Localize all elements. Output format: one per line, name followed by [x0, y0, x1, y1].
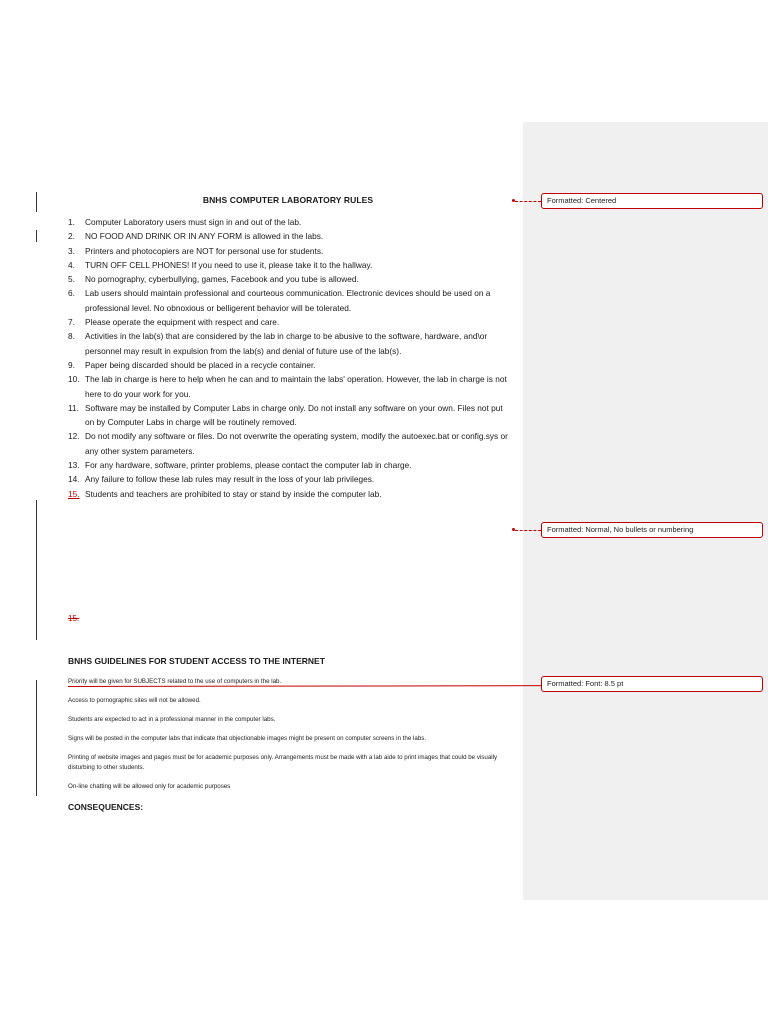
guideline-item: Signs will be posted in the computer labs that indicate that objectionable images might be present on computer screens in the labs. — [68, 735, 427, 742]
list-text: Please operate the equipment with respect and care. — [85, 317, 280, 328]
list-number: 11. — [68, 402, 79, 413]
internet-heading: BNHS GUIDELINES FOR STUDENT ACCESS TO THE INTERNET — [68, 656, 325, 666]
list-text: The lab in charge is here to help when he can and to maintain the labs' operation. However, the lab in charge is not here to do your work for you. — [85, 374, 507, 399]
list-text: NO FOOD AND DRINK OR IN ANY FORM is allowed in the labs. — [85, 231, 324, 242]
list-number: 7. — [68, 317, 75, 328]
consequences-heading: CONSEQUENCES: — [68, 802, 144, 812]
list-number: 9. — [68, 359, 75, 370]
list-item — [68, 458, 510, 472]
list-text: For any hardware, software, printer problems, please contact the computer lab in charge. — [85, 460, 412, 471]
list-item — [68, 372, 510, 401]
list-item — [68, 472, 510, 486]
list-item — [68, 487, 510, 501]
list-text: Paper being discarded should be placed in a recycle container. — [85, 359, 316, 370]
list-text: Computer Laboratory users must sign in and out of the lab. — [85, 217, 302, 227]
list-text: Printers and photocopiers are NOT for personal use for students. — [85, 245, 324, 256]
list-number: 15. — [68, 488, 80, 499]
list-text: Students and teachers are prohibited to stay or stand by inside the computer lab. — [85, 488, 382, 499]
list-number: 4. — [68, 259, 75, 270]
list-text: TURN OFF CELL PHONES! If you need to use it, please take it to the hallway. — [85, 259, 373, 270]
list-text: Activities in the lab(s) that are considered by the lab in charge to be abusive to the software, hardware, and\or personnel may result in expulsion from the lab(s) and denial of future use of the lab(s). — [85, 331, 488, 356]
list-text: No pornography, cyberbullying, games, Facebook and you tube is allowed. — [85, 274, 359, 285]
list-number: 8. — [68, 331, 75, 342]
document-title: BNHS COMPUTER LABORATORY RULES — [202, 195, 374, 205]
list-number: 1. — [68, 217, 75, 227]
list-number: 12. — [68, 431, 80, 442]
guideline-item: On-line chatting will be allowed only for academic purposes — [68, 783, 231, 790]
comment-balloon[interactable]: Formatted: Font: 8.5 pt — [541, 676, 763, 692]
list-item — [68, 286, 510, 315]
comment-leader-line — [515, 201, 541, 202]
guideline-item: Printing of website images and pages must be for academic purposes only. Arrangements must be made with a lab aide to print images that could be visually disturbing to other students. — [68, 754, 498, 771]
list-item — [68, 401, 510, 430]
guideline-item: Priority will be given for SUBJECTS related to the use of computers in the lab. — [68, 678, 282, 685]
list-text: Do not modify any software or files. Do not overwrite the operating system, modify the autoexec.bat or config.sys or any other system parameters. — [85, 431, 508, 456]
list-number: 10. — [68, 374, 80, 385]
list-text: Software may be installed by Computer Labs in charge only. Do not install any software on your own. Files not put on by Computer Labs in charge will be routinely removed. — [85, 402, 503, 428]
list-item — [68, 358, 510, 372]
markup-pane — [523, 122, 768, 900]
list-number: 5. — [68, 274, 75, 285]
comment-leader-line — [515, 530, 541, 531]
guideline-item: Access to pornographic sites will not be allowed. — [68, 697, 201, 704]
list-item — [68, 244, 510, 258]
list-text: Any failure to follow these lab rules may result in the loss of your lab privileges. — [85, 474, 375, 485]
list-text: Lab users should maintain professional and courteous communication. Electronic devices should be used on a professional level. No obnoxious or belligerent behavior will be tolerated. — [85, 288, 491, 313]
list-item — [68, 258, 510, 272]
list-item — [68, 229, 510, 243]
list-item — [68, 272, 510, 286]
change-bar — [36, 500, 37, 640]
list-item — [68, 215, 510, 229]
list-number: 3. — [68, 245, 75, 256]
comment-balloon[interactable]: Formatted: Centered — [541, 193, 763, 209]
list-number: 13. — [68, 460, 80, 471]
list-number: 14. — [68, 474, 80, 485]
comment-balloon[interactable]: Formatted: Normal, No bullets or numbering — [541, 522, 763, 538]
list-item — [68, 329, 510, 358]
deleted-list-number: 15. — [68, 614, 80, 623]
rules-list — [68, 215, 510, 501]
change-bar — [36, 230, 37, 242]
change-bar — [36, 192, 37, 212]
list-item — [68, 315, 510, 329]
change-bar — [36, 680, 37, 796]
list-number: 2. — [68, 231, 75, 242]
list-number: 6. — [68, 288, 75, 299]
guideline-item: Students are expected to act in a professional manner in the computer labs. — [68, 716, 276, 723]
list-item — [68, 429, 510, 458]
